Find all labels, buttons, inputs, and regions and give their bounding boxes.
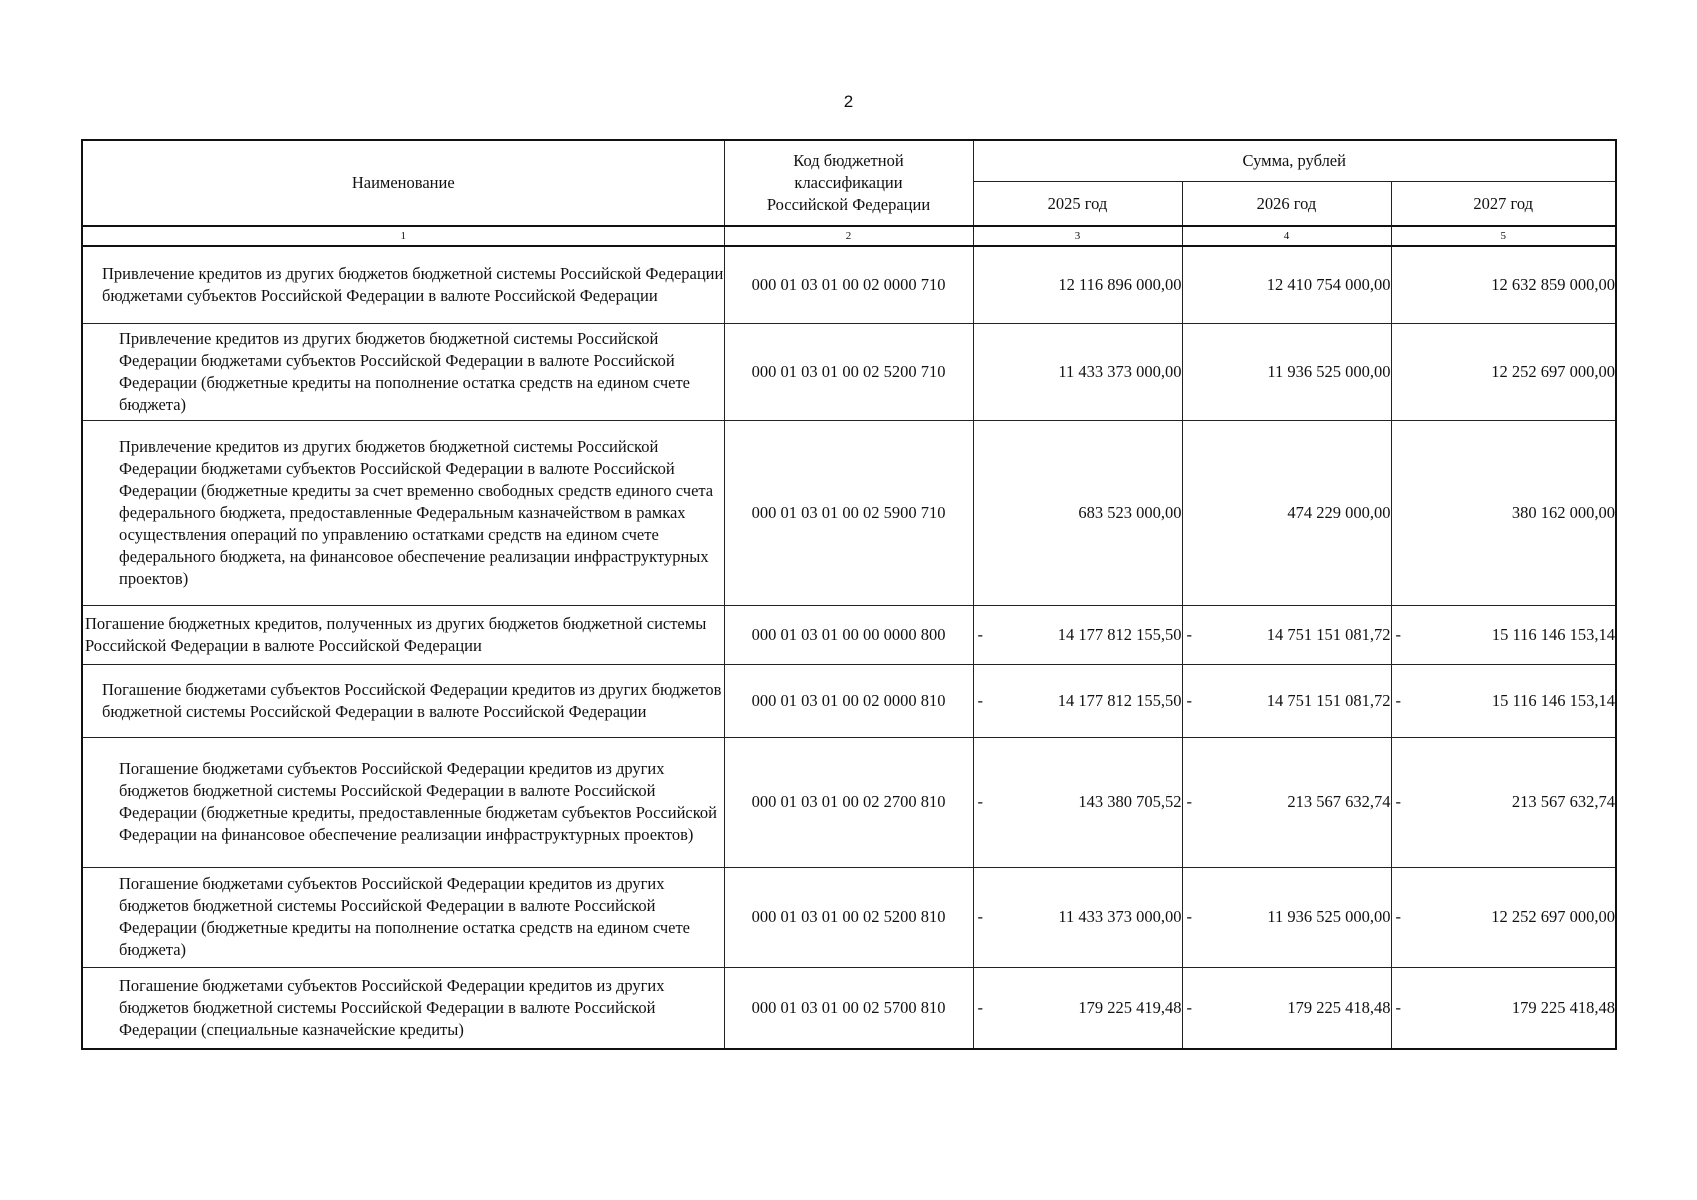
- amount-value: 474 229 000,00: [1287, 502, 1391, 522]
- row-code: 000 01 03 01 00 02 2700 810: [724, 737, 973, 867]
- minus-sign: -: [1395, 624, 1401, 644]
- header-year-2025: 2025 год: [973, 182, 1182, 227]
- header-code: Код бюджетной классификации Российской Федерации: [724, 140, 973, 226]
- amount-value: 12 252 697 000,00: [1491, 907, 1616, 926]
- row-code: 000 01 03 01 00 02 0000 810: [724, 664, 973, 737]
- row-name: Погашение бюджетами субъектов Российской Федерации кредитов из других бюджетов бюджетной системы Российской Федерации в валюте Российской Федерации (специальные казначейские кредиты): [82, 967, 724, 1049]
- row-code: 000 01 03 01 00 02 5700 810: [724, 967, 973, 1049]
- row-amount-2025: [973, 605, 1182, 664]
- column-number: 1: [82, 226, 724, 246]
- amount-value: 12 410 754 000,00: [1266, 274, 1391, 294]
- budget-table: [81, 139, 1617, 1050]
- amount-value: 12 252 697 000,00: [1491, 361, 1616, 381]
- row-amount-2027: [1391, 420, 1616, 605]
- row-amount-2027: [1391, 664, 1616, 737]
- amount-value: 683 523 000,00: [1078, 502, 1182, 522]
- column-number: 5: [1391, 226, 1616, 246]
- amount-value: 11 433 373 000,00: [1058, 907, 1182, 926]
- minus-sign: -: [977, 792, 983, 811]
- minus-sign: -: [1395, 792, 1401, 811]
- table-row: [82, 605, 1616, 664]
- row-amount-2025: [973, 867, 1182, 967]
- row-amount-2027: [1391, 737, 1616, 867]
- amount-value: 11 433 373 000,00: [1058, 361, 1182, 381]
- row-amount-2025: [973, 967, 1182, 1049]
- row-amount-2026: [1182, 737, 1391, 867]
- header-year-2027: 2027 год: [1391, 182, 1616, 227]
- row-amount-2027: [1391, 967, 1616, 1049]
- table-row: [82, 420, 1616, 605]
- amount-value: 14 177 812 155,50: [1057, 690, 1182, 710]
- amount-value: 14 751 151 081,72: [1266, 690, 1391, 710]
- table-row: [82, 664, 1616, 737]
- table-row: [82, 737, 1616, 867]
- row-code: 000 01 03 01 00 02 5900 710: [724, 420, 973, 605]
- table-row: [82, 967, 1616, 1049]
- minus-sign: -: [1186, 690, 1192, 710]
- row-amount-2027: [1391, 605, 1616, 664]
- row-amount-2027: [1391, 867, 1616, 967]
- amount-value: 179 225 419,48: [1078, 997, 1182, 1017]
- row-name: Привлечение кредитов из других бюджетов бюджетной системы Российской Федерации бюджетами субъектов Российской Федерации в валюте Российской Федерации: [82, 246, 724, 323]
- row-amount-2025: [973, 664, 1182, 737]
- amount-value: 12 632 859 000,00: [1491, 274, 1616, 294]
- amount-value: 14 751 151 081,72: [1266, 624, 1391, 644]
- amount-value: 213 567 632,74: [1511, 792, 1616, 811]
- amount-value: 143 380 705,52: [1078, 792, 1182, 811]
- minus-sign: -: [1395, 907, 1401, 926]
- row-name: Погашение бюджетами субъектов Российской Федерации кредитов из других бюджетов бюджетной системы Российской Федерации в валюте Российской Федерации (бюджетные кредиты на пополнение остатка средств на едином счете бюджета): [82, 867, 724, 967]
- minus-sign: -: [977, 624, 983, 644]
- column-number: 3: [973, 226, 1182, 246]
- row-amount-2026: [1182, 664, 1391, 737]
- row-amount-2025: [973, 420, 1182, 605]
- amount-value: 11 936 525 000,00: [1267, 361, 1391, 381]
- table-row: [82, 246, 1616, 323]
- row-amount-2026: [1182, 420, 1391, 605]
- row-amount-2027: [1391, 246, 1616, 323]
- amount-value: 380 162 000,00: [1511, 502, 1616, 522]
- minus-sign: -: [977, 907, 983, 926]
- minus-sign: -: [1395, 690, 1401, 710]
- minus-sign: -: [977, 997, 983, 1017]
- row-code: 000 01 03 01 00 00 0000 800: [724, 605, 973, 664]
- column-number: 2: [724, 226, 973, 246]
- row-name: Привлечение кредитов из других бюджетов бюджетной системы Российской Федерации бюджетами субъектов Российской Федерации в валюте Российской Федерации (бюджетные кредиты на пополнение остатка средств на едином счете бюджета): [82, 323, 724, 420]
- row-name: Привлечение кредитов из других бюджетов бюджетной системы Российской Федерации бюджетами субъектов Российской Федерации в валюте Российской Федерации (бюджетные кредиты за счет временно свободных средств единого счета федерального бюджета, предоставленные Федеральным казначейством в рамках осуществления операций по управлению остатками средств на едином счете федерального бюджета, на финансовое обеспечение реализации инфраструктурных проектов): [82, 420, 724, 605]
- table-body: [82, 246, 1616, 1049]
- minus-sign: -: [977, 690, 983, 710]
- minus-sign: -: [1186, 997, 1192, 1017]
- row-amount-2026: [1182, 605, 1391, 664]
- row-amount-2026: [1182, 867, 1391, 967]
- minus-sign: -: [1395, 997, 1401, 1017]
- table-row: [82, 867, 1616, 967]
- row-amount-2025: [973, 246, 1182, 323]
- row-code: 000 01 03 01 00 02 0000 710: [724, 246, 973, 323]
- row-name: Погашение бюджетами субъектов Российской Федерации кредитов из других бюджетов бюджетной системы Российской Федерации в валюте Российской Федерации (бюджетные кредиты, предоставленные бюджетам субъектов Российской Федерации на финансовое обеспечение реализации инфраструктурных проектов): [82, 737, 724, 867]
- amount-value: 213 567 632,74: [1287, 792, 1391, 811]
- row-code: 000 01 03 01 00 02 5200 810: [724, 867, 973, 967]
- row-amount-2027: [1391, 323, 1616, 420]
- row-amount-2025: [973, 323, 1182, 420]
- amount-value: 14 177 812 155,50: [1057, 624, 1182, 644]
- header-name: Наименование: [82, 140, 724, 226]
- amount-value: 11 936 525 000,00: [1267, 907, 1391, 926]
- row-amount-2026: [1182, 246, 1391, 323]
- row-amount-2025: [973, 737, 1182, 867]
- amount-value: 179 225 418,48: [1287, 997, 1391, 1017]
- row-code: 000 01 03 01 00 02 5200 710: [724, 323, 973, 420]
- amount-value: 179 225 418,48: [1511, 997, 1616, 1017]
- table-row: [82, 323, 1616, 420]
- minus-sign: -: [1186, 624, 1192, 644]
- header-year-2026: 2026 год: [1182, 182, 1391, 227]
- minus-sign: -: [1186, 792, 1192, 811]
- row-name: Погашение бюджетами субъектов Российской Федерации кредитов из других бюджетов бюджетной системы Российской Федерации в валюте Российской Федерации: [82, 664, 724, 737]
- amount-value: 15 116 146 153,14: [1491, 624, 1616, 644]
- row-name: Погашение бюджетных кредитов, полученных из других бюджетов бюджетной системы Российской Федерации в валюте Российской Федерации: [82, 605, 724, 664]
- column-number: 4: [1182, 226, 1391, 246]
- row-amount-2026: [1182, 967, 1391, 1049]
- header-sum: Сумма, рублей: [973, 140, 1616, 182]
- page-number: 2: [843, 92, 854, 111]
- row-amount-2026: [1182, 323, 1391, 420]
- minus-sign: -: [1186, 907, 1192, 926]
- amount-value: 15 116 146 153,14: [1491, 690, 1616, 710]
- amount-value: 12 116 896 000,00: [1058, 274, 1182, 294]
